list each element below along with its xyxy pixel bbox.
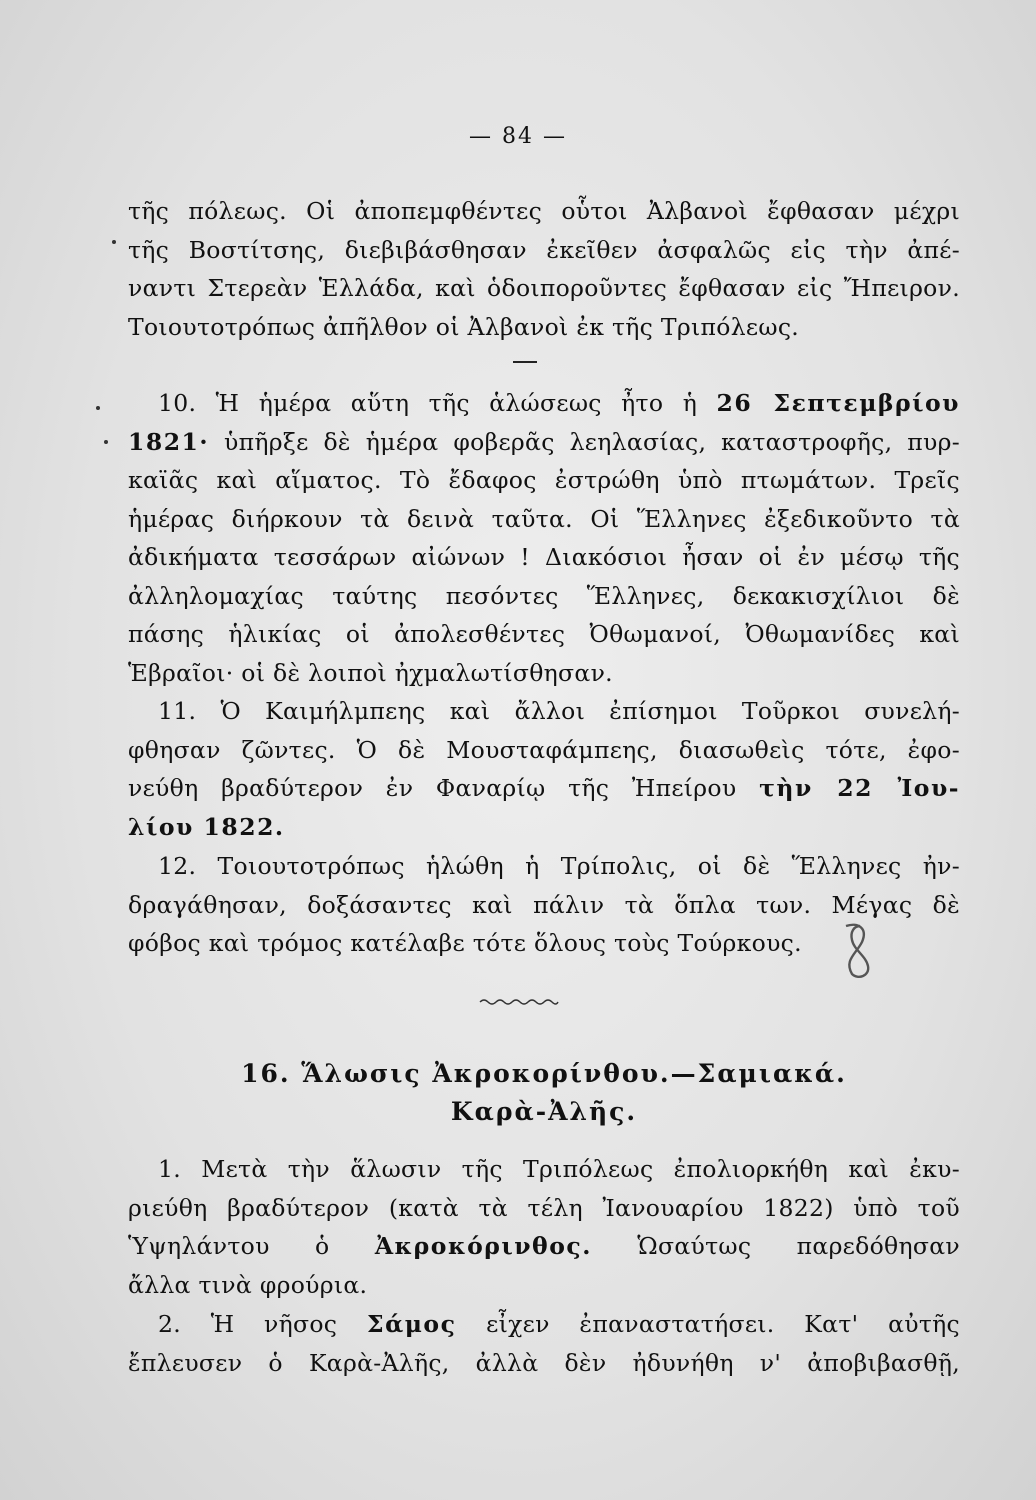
text-line: δραγάθησαν, δοξάσαντες καὶ πάλιν τὰ ὅπλα των. Μέγας δὲ bbox=[128, 890, 960, 919]
text-line bbox=[128, 808, 960, 847]
heading-line: 16. Ἅλωσις Ἀκροκορίνθου.—Σαμιακά. bbox=[241, 1059, 847, 1088]
text-span: Ὡσαύτως παρεδόθησαν bbox=[637, 1232, 960, 1260]
text-line: ναντι Στερεὰν Ἑλλάδα, καὶ ὁδοιποροῦντες ἔφθασαν εἰς Ἤπειρον. bbox=[128, 274, 960, 302]
text-span: 10. Ἡ ἡμέρα αὕτη τῆς ἁλώσεως ἦτο ἡ bbox=[158, 389, 698, 417]
text-line: 1. Μετὰ τὴν ἅλωσιν τῆς Τριπόλεως ἐπολιορκήθη καὶ ἐκυ- bbox=[158, 1155, 960, 1183]
text-line bbox=[128, 1305, 960, 1344]
text-line: ἔπλευσεν ὁ Καρὰ-Ἀλῆς, ἀλλὰ δὲν ἠδυνήθη ν' ἀποβιβασθῇ, bbox=[128, 1348, 960, 1377]
margin-dot bbox=[96, 406, 100, 410]
text-line bbox=[128, 384, 960, 423]
text-line: πάσης ἡλικίας οἱ ἀπολεσθέντες Ὀθωμανοί, Ὀθωμανίδες καὶ bbox=[128, 620, 960, 648]
text-line: ἀδικήματα τεσσάρων αἰώνων ! Διακόσιοι ἦσαν οἱ ἐν μέσῳ τῆς bbox=[128, 543, 960, 571]
text-span: νεύθη βραδύτερον ἐν Φαναρίῳ τῆς Ἠπείρου bbox=[128, 774, 737, 802]
text-line: φόβος καὶ τρόμος κατέλαβε τότε ὅλους τοὺς Τούρκους. bbox=[128, 929, 802, 957]
year-bold: 1821· bbox=[128, 427, 210, 456]
paragraph-12 bbox=[128, 847, 960, 963]
text-line: τῆς πόλεως. Οἱ ἀποπεμφθέντες οὗτοι Ἀλβανοὶ ἔφθασαν μέχρι bbox=[128, 197, 960, 225]
text-line: 11. Ὁ Καιμήλμπεης καὶ ἄλλοι ἐπίσημοι Τοῦρκοι συνελή- bbox=[158, 697, 960, 725]
date-bold: τὴν 22 Ἰου- bbox=[759, 774, 960, 802]
text-line: Ἑβραῖοι· οἱ δὲ λοιποὶ ἠχμαλωτίσθησαν. bbox=[128, 658, 613, 687]
text-line bbox=[128, 423, 960, 462]
text-line: ριεύθη βραδύτερον (κατὰ τὰ τέλη Ἰανουαρίου 1822) ὑπὸ τοῦ bbox=[128, 1193, 960, 1222]
text-span: ὑπῆρξε δὲ ἡμέρα φοβερᾶς λεηλασίας, καταστροφῆς, πυρ- bbox=[224, 427, 960, 456]
margin-dot bbox=[104, 440, 108, 444]
margin-dot bbox=[112, 240, 116, 244]
place-bold: Ἀκροκόρινθος. bbox=[374, 1232, 592, 1260]
pencil-mark-icon bbox=[838, 920, 878, 982]
section16-paragraph-1 bbox=[128, 1150, 960, 1304]
text-line: 12. Τοιουτοτρόπως ἡλώθη ἡ Τρίπολις, οἱ δὲ Ἕλληνες ἠν- bbox=[158, 852, 960, 880]
text-span: 2. Ἡ νῆσος bbox=[158, 1310, 338, 1338]
section-heading bbox=[128, 1055, 960, 1131]
text-line: ἄλλα τινὰ φρούρια. bbox=[128, 1270, 368, 1299]
intro-paragraph bbox=[128, 192, 960, 346]
text-line bbox=[128, 769, 960, 808]
text-line bbox=[128, 1227, 960, 1266]
text-span: εἶχεν ἐπαναστατήσει. Κατ' αὐτῆς bbox=[486, 1310, 960, 1338]
page-number: — 84 — bbox=[469, 124, 567, 149]
place-bold: Σάμος bbox=[367, 1310, 457, 1338]
section16-paragraph-2 bbox=[128, 1305, 960, 1382]
text-line: τῆς Βοστίτσης, διεβιβάσθησαν ἐκεῖθεν ἀσφαλῶς εἰς τὴν ἀπέ- bbox=[128, 235, 960, 264]
date-bold: 26 Σεπτεμβρίου bbox=[716, 389, 960, 417]
text-line: ἀλληλομαχίας ταύτης πεσόντες Ἕλληνες, δεκακισχίλιοι δὲ bbox=[128, 581, 960, 610]
text-line: φθησαν ζῶντες. Ὁ δὲ Μουσταφάμπεης, διασωθεὶς τότε, ἐφο- bbox=[128, 735, 960, 764]
heading-line: Καρὰ-Ἀλῆς. bbox=[450, 1097, 638, 1126]
wave-divider bbox=[478, 996, 560, 1008]
text-line: ἡμέρας διήρκουν τὰ δεινὰ ταῦτα. Οἱ Ἕλληνες ἐξεδικοῦντο τὰ bbox=[128, 504, 960, 533]
text-line: καϊᾶς καὶ αἵματος. Τὸ ἔδαφος ἐστρώθη ὑπὸ πτωμάτων. Τρεῖς bbox=[128, 466, 960, 494]
paragraph-10 bbox=[128, 384, 960, 692]
paragraph-11 bbox=[128, 692, 960, 846]
text-span: Ὑψηλάντου ὁ bbox=[128, 1232, 330, 1260]
text-line: Τοιουτοτρόπως ἀπῆλθον οἱ Ἀλβανοὶ ἐκ τῆς Τριπόλεως. bbox=[128, 312, 800, 341]
separator-dash bbox=[513, 361, 537, 363]
date-bold: λίου 1822. bbox=[128, 812, 285, 841]
